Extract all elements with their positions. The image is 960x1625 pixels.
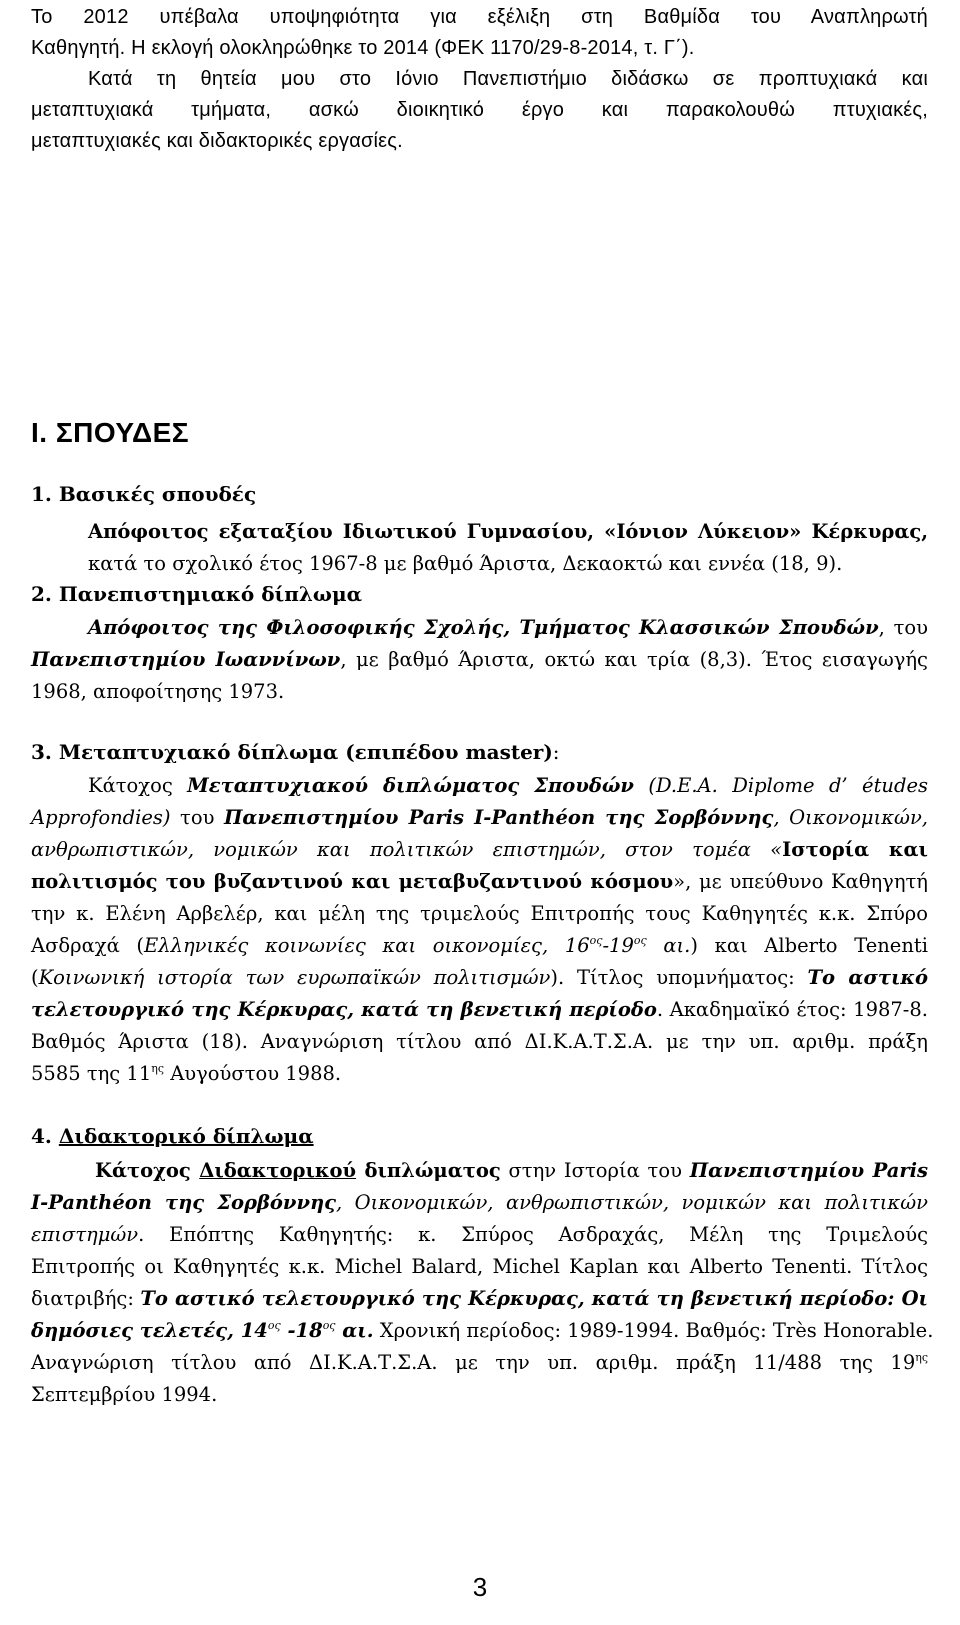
doctoral-line-3: επιστημών. Επόπτης Καθηγητής: κ. Σπύρος Ασδραχάς, Μέλη της Τριμελούς: [31, 1223, 928, 1246]
university-degree-line-3: 1968, αποφοίτησης 1973.: [31, 680, 285, 703]
master-line-4: πολιτισμός του βυζαντινού και μεταβυζαντινού κόσμου», με υπεύθυνο Καθηγητή: [31, 870, 928, 893]
basic-studies-line-2: κατά το σχολικό έτος 1967-8 με βαθμό Άριστα, Δεκαοκτώ και εννέα (18, 9).: [88, 552, 843, 575]
doctoral-line-1: Κάτοχος Διδακτορικού διπλώματος στην Ιστορία του Πανεπιστημίου Paris: [95, 1159, 928, 1182]
degree-faculty: Απόφοιτος της Φιλοσοφικής Σχολής, Τμήματος Κλασσικών Σπουδών: [88, 616, 879, 639]
master-line-2: Approfondies) του Πανεπιστημίου Paris I-Panthéon της Σορβόννης, Οικονομικών,: [31, 806, 928, 829]
intro-line-2: Καθηγητή. Η εκλογή ολοκληρώθηκε το 2014 (ΦΕΚ 1170/29-8-2014, τ. Γ΄).: [31, 37, 695, 59]
master-line-1: Κάτοχος Μεταπτυχιακού διπλώματος Σπουδών (D.E.A. Diplome d’ études: [88, 774, 928, 797]
master-line-6: Ασδραχά (Ελληνικές κοινωνίες και οικονομίες, $16^{o\varsigma}-19^{o\varsigma}$ αι.) και Alberto Tenenti: [31, 934, 928, 957]
intro-line-3: Κατά τη θητεία μου στο Ιόνιο Πανεπιστήμιο διδάσκω σε προπτυχιακά και: [88, 68, 928, 90]
basic-studies-heading: 1. Βασικές σπουδές: [31, 482, 257, 506]
university-degree-line-1: Απόφοιτος της Φιλοσοφικής Σχολής, Τμήματος Κλασσικών Σπουδών, του: [88, 616, 929, 639]
degree-university: Πανεπιστημίου Ιωαννίνων: [31, 648, 341, 671]
intro-line-5: μεταπτυχιακές και διδακτορικές εργασίες.: [31, 130, 403, 152]
master-line-8: τελετουργικό της Κέρκυρας, κατά τη βενετική περίοδο. Ακαδημαϊκό έτος: 1987-8.: [31, 998, 928, 1021]
doctoral-line-8: Σεπτεμβρίου 1994.: [31, 1383, 218, 1406]
basic-studies-line-1: Απόφοιτος εξαταξίου Ιδιωτικού Γυμνασίου, «Ιόνιον Λύκειον» Κέρκυρας,: [88, 520, 928, 543]
master-line-3: ανθρωπιστικών, νομικών και πολιτικών επιστημών, στον τομέα «Ιστορία και: [31, 838, 928, 861]
university-degree-heading: 2. Πανεπιστημιακό δίπλωμα: [31, 582, 362, 606]
doctoral-heading: 4. Διδακτορικό δίπλωμα: [31, 1124, 314, 1148]
section-title: Ι. ΣΠΟΥΔΕΣ: [31, 417, 190, 448]
master-line-7: (Κοινωνική ιστορία των ευρωπαϊκών πολιτισμών). Τίτλος υπομνήματος: Το αστικό: [31, 966, 928, 989]
doctoral-line-2: I-Panthéon της Σορβόννης, Οικονομικών, ανθρωπιστικών, νομικών και πολιτικών: [31, 1191, 928, 1214]
master-degree-heading: 3. Μεταπτυχιακό δίπλωμα (επιπέδου master):: [31, 740, 560, 764]
intro-line-1: Το 2012 υπέβαλα υποψηφιότητα για εξέλιξη στη Βαθμίδα του Αναπληρωτή: [31, 6, 928, 28]
intro-line-4: μεταπτυχιακά τμήματα, ασκώ διοικητικό έργο και παρακολουθώ πτυχιακές,: [31, 99, 928, 121]
master-line-10: 5585 της $11^{\eta\varsigma}$ Αυγούστου 1988.: [31, 1062, 342, 1085]
master-line-9: Βαθμός Άριστα (18). Αναγνώριση τίτλου από ΔΙ.Κ.Α.Τ.Σ.Α. με την υπ. αριθμ. πράξη: [31, 1030, 928, 1053]
page-number: 3: [472, 1572, 488, 1602]
doctoral-line-6: δημόσιες τελετές, $14^{o\varsigma}$ $-18^{o\varsigma}$ αι. Χρονική περίοδος: 1989-1994. Βαθμός: Très Honorable.: [31, 1319, 934, 1342]
doctoral-line-4: Επιτροπής οι Καθηγητές κ.κ. Michel Balard, Michel Kaplan και Alberto Tenenti. Τίτλος: [31, 1255, 928, 1278]
university-degree-line-2: Πανεπιστημίου Ιωαννίνων, με βαθμό Άριστα, οκτώ και τρία (8,3). Έτος εισαγωγής: [31, 648, 928, 671]
doctoral-line-5: διατριβής: Το αστικό τελετουργικό της Κέρκυρας, κατά τη βενετική περίοδο: Οι: [31, 1287, 928, 1310]
master-line-5: την κ. Ελένη Αρβελέρ, και μέλη της τριμελούς Επιτροπής τους Καθηγητές κ.κ. Σπύρο: [31, 902, 928, 925]
doctoral-line-7: Αναγνώριση τίτλου από ΔΙ.Κ.Α.Τ.Σ.Α. με την υπ. αριθμ. πράξη 11/488 της $19^{\eta\varsigma}$: [31, 1351, 928, 1374]
